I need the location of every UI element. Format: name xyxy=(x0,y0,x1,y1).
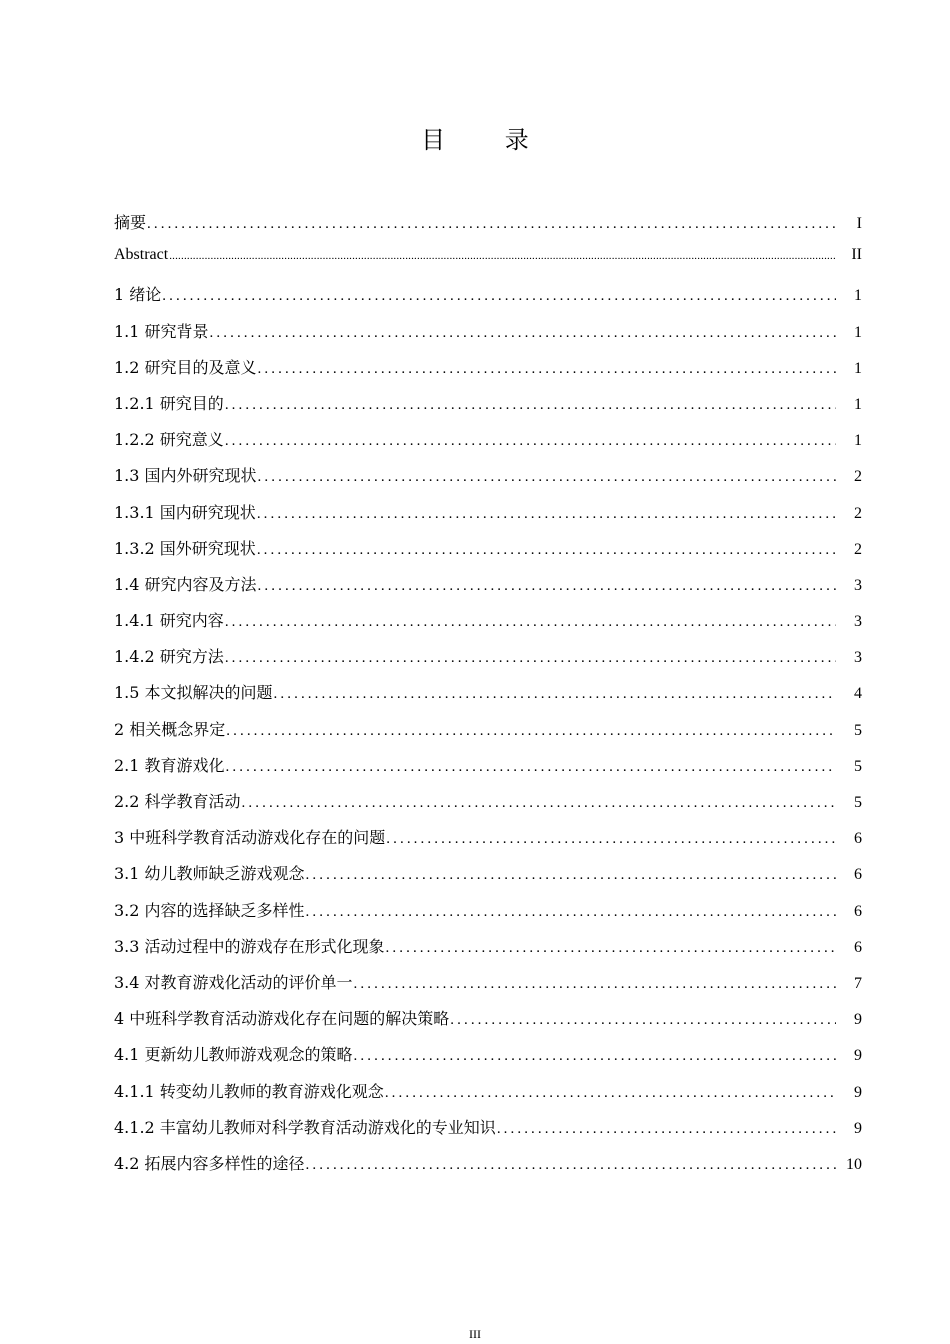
page-title: 目 录 xyxy=(421,126,555,154)
toc-entry-label: 2.2 科学教育活动 xyxy=(114,792,241,811)
dot-leader xyxy=(225,433,836,450)
toc-entry-label: 1.4.2 研究方法 xyxy=(114,647,224,667)
dot-leader xyxy=(147,216,836,233)
toc-entry[interactable] xyxy=(114,1115,862,1151)
toc-entry[interactable] xyxy=(114,934,862,970)
toc-entry-page: 6 xyxy=(854,866,862,884)
dot-leader xyxy=(354,1048,836,1065)
toc-entry-page: 6 xyxy=(854,902,862,920)
toc-entry-label: 1.4 研究内容及方法 xyxy=(114,574,257,594)
toc-entry-label: 3.2 内容的选择缺乏多样性 xyxy=(114,900,305,920)
toc-entry-page: 10 xyxy=(846,1155,862,1173)
toc-entry[interactable] xyxy=(114,391,862,427)
toc-entry-page: 1 xyxy=(854,432,862,450)
dot-leader xyxy=(257,542,836,559)
dot-leader xyxy=(225,650,836,667)
toc-entry-page: 2 xyxy=(854,504,862,522)
toc-entry-page: 1 xyxy=(854,395,862,413)
toc-entry[interactable] xyxy=(114,463,862,499)
toc-entry[interactable] xyxy=(114,1151,862,1187)
toc-entry[interactable] xyxy=(114,753,862,789)
toc-entry[interactable] xyxy=(114,970,862,1006)
toc-entry[interactable] xyxy=(114,789,862,825)
toc-entry-page: 2 xyxy=(854,468,862,486)
toc-entry-label: 4.2 拓展内容多样性的途径 xyxy=(114,1153,305,1173)
toc-entry[interactable] xyxy=(114,825,862,861)
table-of-contents xyxy=(114,210,862,1187)
dot-leader xyxy=(226,759,836,776)
toc-entry-page: 1 xyxy=(854,287,862,305)
toc-entry-label: 1.4.1 研究内容 xyxy=(114,611,224,631)
dot-leader xyxy=(354,976,836,993)
toc-entry-page: 1 xyxy=(854,359,862,377)
toc-entry[interactable] xyxy=(114,319,862,355)
toc-entry[interactable] xyxy=(114,536,862,572)
toc-entry-page: 6 xyxy=(854,830,862,848)
toc-entry-label: 1.2.1 研究目的 xyxy=(114,393,224,413)
toc-entry-page: 7 xyxy=(854,974,862,992)
toc-entry-page: 6 xyxy=(854,938,862,956)
dot-leader xyxy=(385,1085,836,1102)
toc-entry-page: 1 xyxy=(854,323,862,341)
toc-entry[interactable] xyxy=(114,680,862,716)
toc-entry-label: 3 中班科学教育活动游戏化存在的问题 xyxy=(114,828,386,848)
dot-leader xyxy=(306,904,836,921)
toc-entry[interactable] xyxy=(114,500,862,536)
dot-leader xyxy=(225,614,836,631)
toc-entry[interactable] xyxy=(114,282,862,318)
toc-entry-page: 5 xyxy=(854,794,862,811)
toc-entry-page: 9 xyxy=(854,1047,862,1065)
toc-entry-label: 1.1 研究背景 xyxy=(114,321,209,341)
toc-entry[interactable] xyxy=(114,246,862,282)
toc-entry-page: 3 xyxy=(854,613,862,631)
dot-leader xyxy=(306,867,836,884)
dot-leader xyxy=(386,831,836,848)
toc-entry[interactable] xyxy=(114,861,862,897)
toc-entry-label: 4.1.2 丰富幼儿教师对科学教育活动游戏化的专业知识 xyxy=(114,1117,496,1137)
toc-entry-page: I xyxy=(856,215,862,232)
dot-leader xyxy=(450,1012,836,1029)
toc-entry[interactable] xyxy=(114,1079,862,1115)
toc-entry[interactable] xyxy=(114,355,862,391)
toc-entry-label: 1.5 本文拟解决的问题 xyxy=(114,683,273,703)
toc-entry[interactable] xyxy=(114,572,862,608)
toc-entry-label: Abstract xyxy=(114,246,169,264)
toc-entry[interactable] xyxy=(114,1042,862,1078)
toc-entry-label: 1.2 研究目的及意义 xyxy=(114,357,257,377)
toc-entry[interactable] xyxy=(114,644,862,680)
toc-entry-label: 3.4 对教育游戏化活动的评价单一 xyxy=(114,972,353,992)
dot-leader xyxy=(226,723,836,740)
dot-leader xyxy=(258,578,836,595)
toc-entry-page: 9 xyxy=(854,1119,862,1137)
toc-entry-page: 3 xyxy=(854,649,862,667)
dot-leader xyxy=(162,288,836,305)
dot-leader xyxy=(258,361,836,378)
toc-entry-page: 9 xyxy=(854,1011,862,1029)
toc-entry-label: 1.3.1 国内研究现状 xyxy=(114,502,256,522)
dot-leader xyxy=(242,795,836,812)
toc-entry-label: 1.2.2 研究意义 xyxy=(114,430,224,450)
dot-leader xyxy=(258,469,836,486)
dot-leader xyxy=(386,940,836,957)
toc-entry-page: II xyxy=(851,246,862,264)
toc-entry-label: 1 绪论 xyxy=(114,285,162,305)
toc-entry-label: 摘要 xyxy=(114,213,147,232)
toc-entry-label: 1.3.2 国外研究现状 xyxy=(114,538,256,558)
toc-entry[interactable] xyxy=(114,1006,862,1042)
dot-leader xyxy=(274,686,836,703)
page-number: III xyxy=(469,1327,481,1341)
dot-leader xyxy=(210,325,836,342)
toc-entry-label: 4 中班科学教育活动游戏化存在问题的解决策略 xyxy=(114,1009,450,1029)
toc-entry[interactable] xyxy=(114,210,862,246)
dot-leader xyxy=(306,1157,836,1174)
dot-leader xyxy=(257,506,836,523)
toc-entry-label: 3.1 幼儿教师缺乏游戏观念 xyxy=(114,864,305,884)
dot-leader xyxy=(225,397,836,414)
toc-entry-label: 4.1.1 转变幼儿教师的教育游戏化观念 xyxy=(114,1081,384,1101)
toc-entry-page: 2 xyxy=(854,540,862,558)
toc-entry-label: 3.3 活动过程中的游戏存在形式化现象 xyxy=(114,936,385,956)
toc-entry-page: 9 xyxy=(854,1083,862,1101)
toc-entry[interactable] xyxy=(114,898,862,934)
toc-entry-page: 5 xyxy=(854,757,862,775)
toc-entry[interactable] xyxy=(114,427,862,463)
toc-entry[interactable] xyxy=(114,717,862,753)
toc-entry-label: 4.1 更新幼儿教师游戏观念的策略 xyxy=(114,1045,353,1065)
dot-leader xyxy=(169,250,836,262)
toc-entry-page: 3 xyxy=(854,576,862,594)
toc-entry[interactable] xyxy=(114,608,862,644)
toc-entry-label: 2.1 教育游戏化 xyxy=(114,755,225,775)
toc-entry-label: 1.3 国内外研究现状 xyxy=(114,466,257,486)
toc-entry-label: 2 相关概念界定 xyxy=(114,719,226,739)
dot-leader xyxy=(497,1121,836,1138)
toc-entry-page: 5 xyxy=(854,721,862,739)
toc-entry-page: 4 xyxy=(854,685,862,703)
